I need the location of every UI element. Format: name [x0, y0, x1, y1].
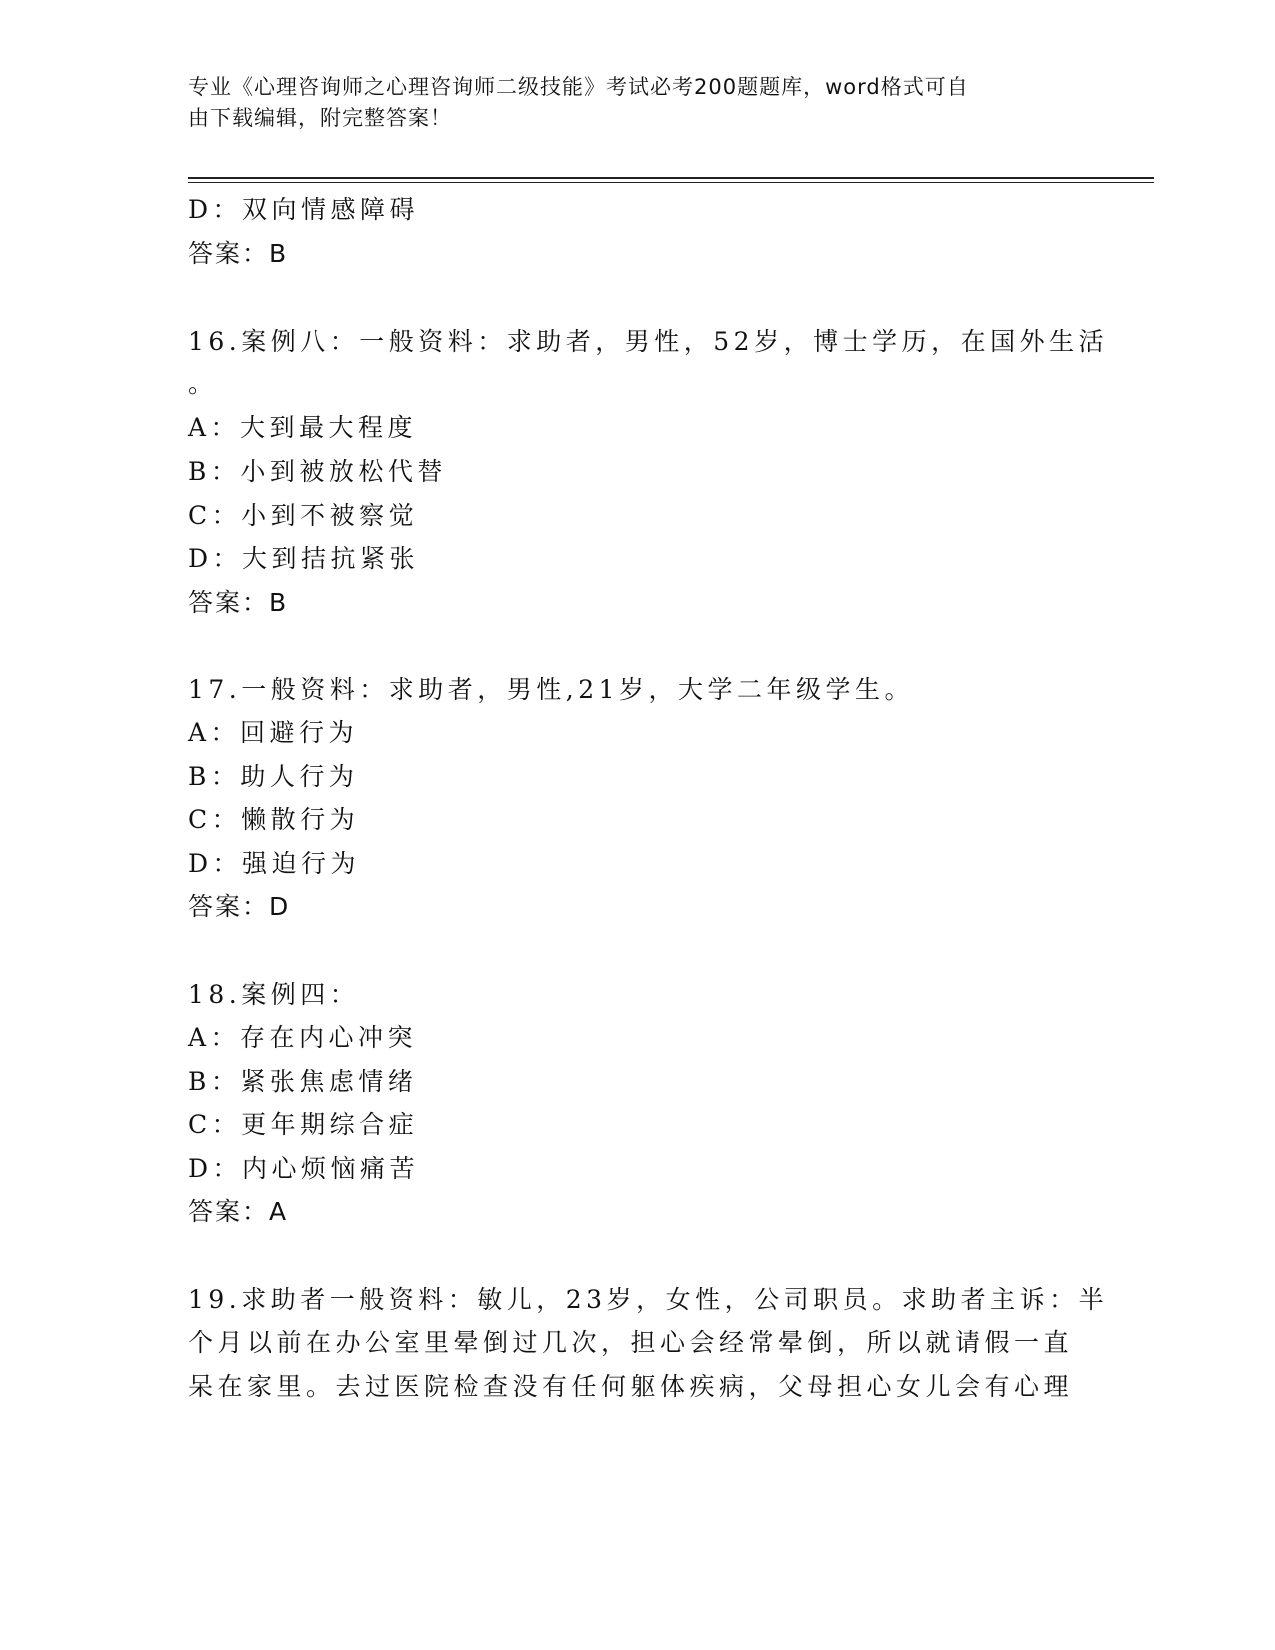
q18-answer: 答案：A — [188, 1197, 289, 1226]
q18-question: 18.案例四： — [188, 980, 360, 1009]
q19-line-1: 19.求助者一般资料：敏儿，23岁，女性，公司职员。求助者主诉：半 — [188, 1285, 1109, 1314]
q15-answer: 答案：B — [188, 239, 289, 268]
q19-line-3: 呆在家里。去过医院检查没有任何躯体疾病，父母担心女儿会有心理 — [188, 1372, 1074, 1401]
q17-option-c: C：懒散行为 — [188, 805, 360, 834]
q17-option-a: A：回避行为 — [188, 718, 359, 747]
q17-answer: 答案：D — [188, 892, 291, 921]
q16-answer: 答案：B — [188, 588, 289, 617]
q17-question: 17.一般资料：求助者，男性,21岁，大学二年级学生。 — [188, 675, 915, 704]
q18-option-d: D：内心烦恼痛苦 — [188, 1154, 420, 1183]
header-line-2: 由下载编辑，附完整答案！ — [188, 106, 452, 130]
q16-option-a: A：大到最大程度 — [188, 413, 418, 442]
q16-question: 16.案例八：一般资料：求助者，男性，52岁，博士学历，在国外生活 — [188, 327, 1109, 356]
q15-option-d: D：双向情感障碍 — [188, 195, 420, 224]
q16-option-d: D：大到拮抗紧张 — [188, 544, 420, 573]
header-divider-thick — [188, 177, 1154, 179]
q18-option-a: A：存在内心冲突 — [188, 1023, 418, 1052]
q19-line-2: 个月以前在办公室里晕倒过几次，担心会经常晕倒，所以就请假一直 — [188, 1328, 1074, 1357]
q17-option-b: B：助人行为 — [188, 762, 359, 791]
q18-option-b: B：紧张焦虑情绪 — [188, 1067, 418, 1096]
q18-option-c: C：更年期综合症 — [188, 1110, 419, 1139]
q17-option-d: D：强迫行为 — [188, 849, 361, 878]
q16-option-c: C：小到不被察觉 — [188, 501, 419, 530]
header-divider-thin — [188, 182, 1154, 183]
header-line-1: 专业《心理咨询师之心理咨询师二级技能》考试必考200题题库，word格式可自 — [188, 75, 969, 99]
q16-question-continuation: 。 — [188, 369, 218, 398]
document-header — [188, 72, 1088, 134]
q16-option-b: B：小到被放松代替 — [188, 457, 447, 486]
